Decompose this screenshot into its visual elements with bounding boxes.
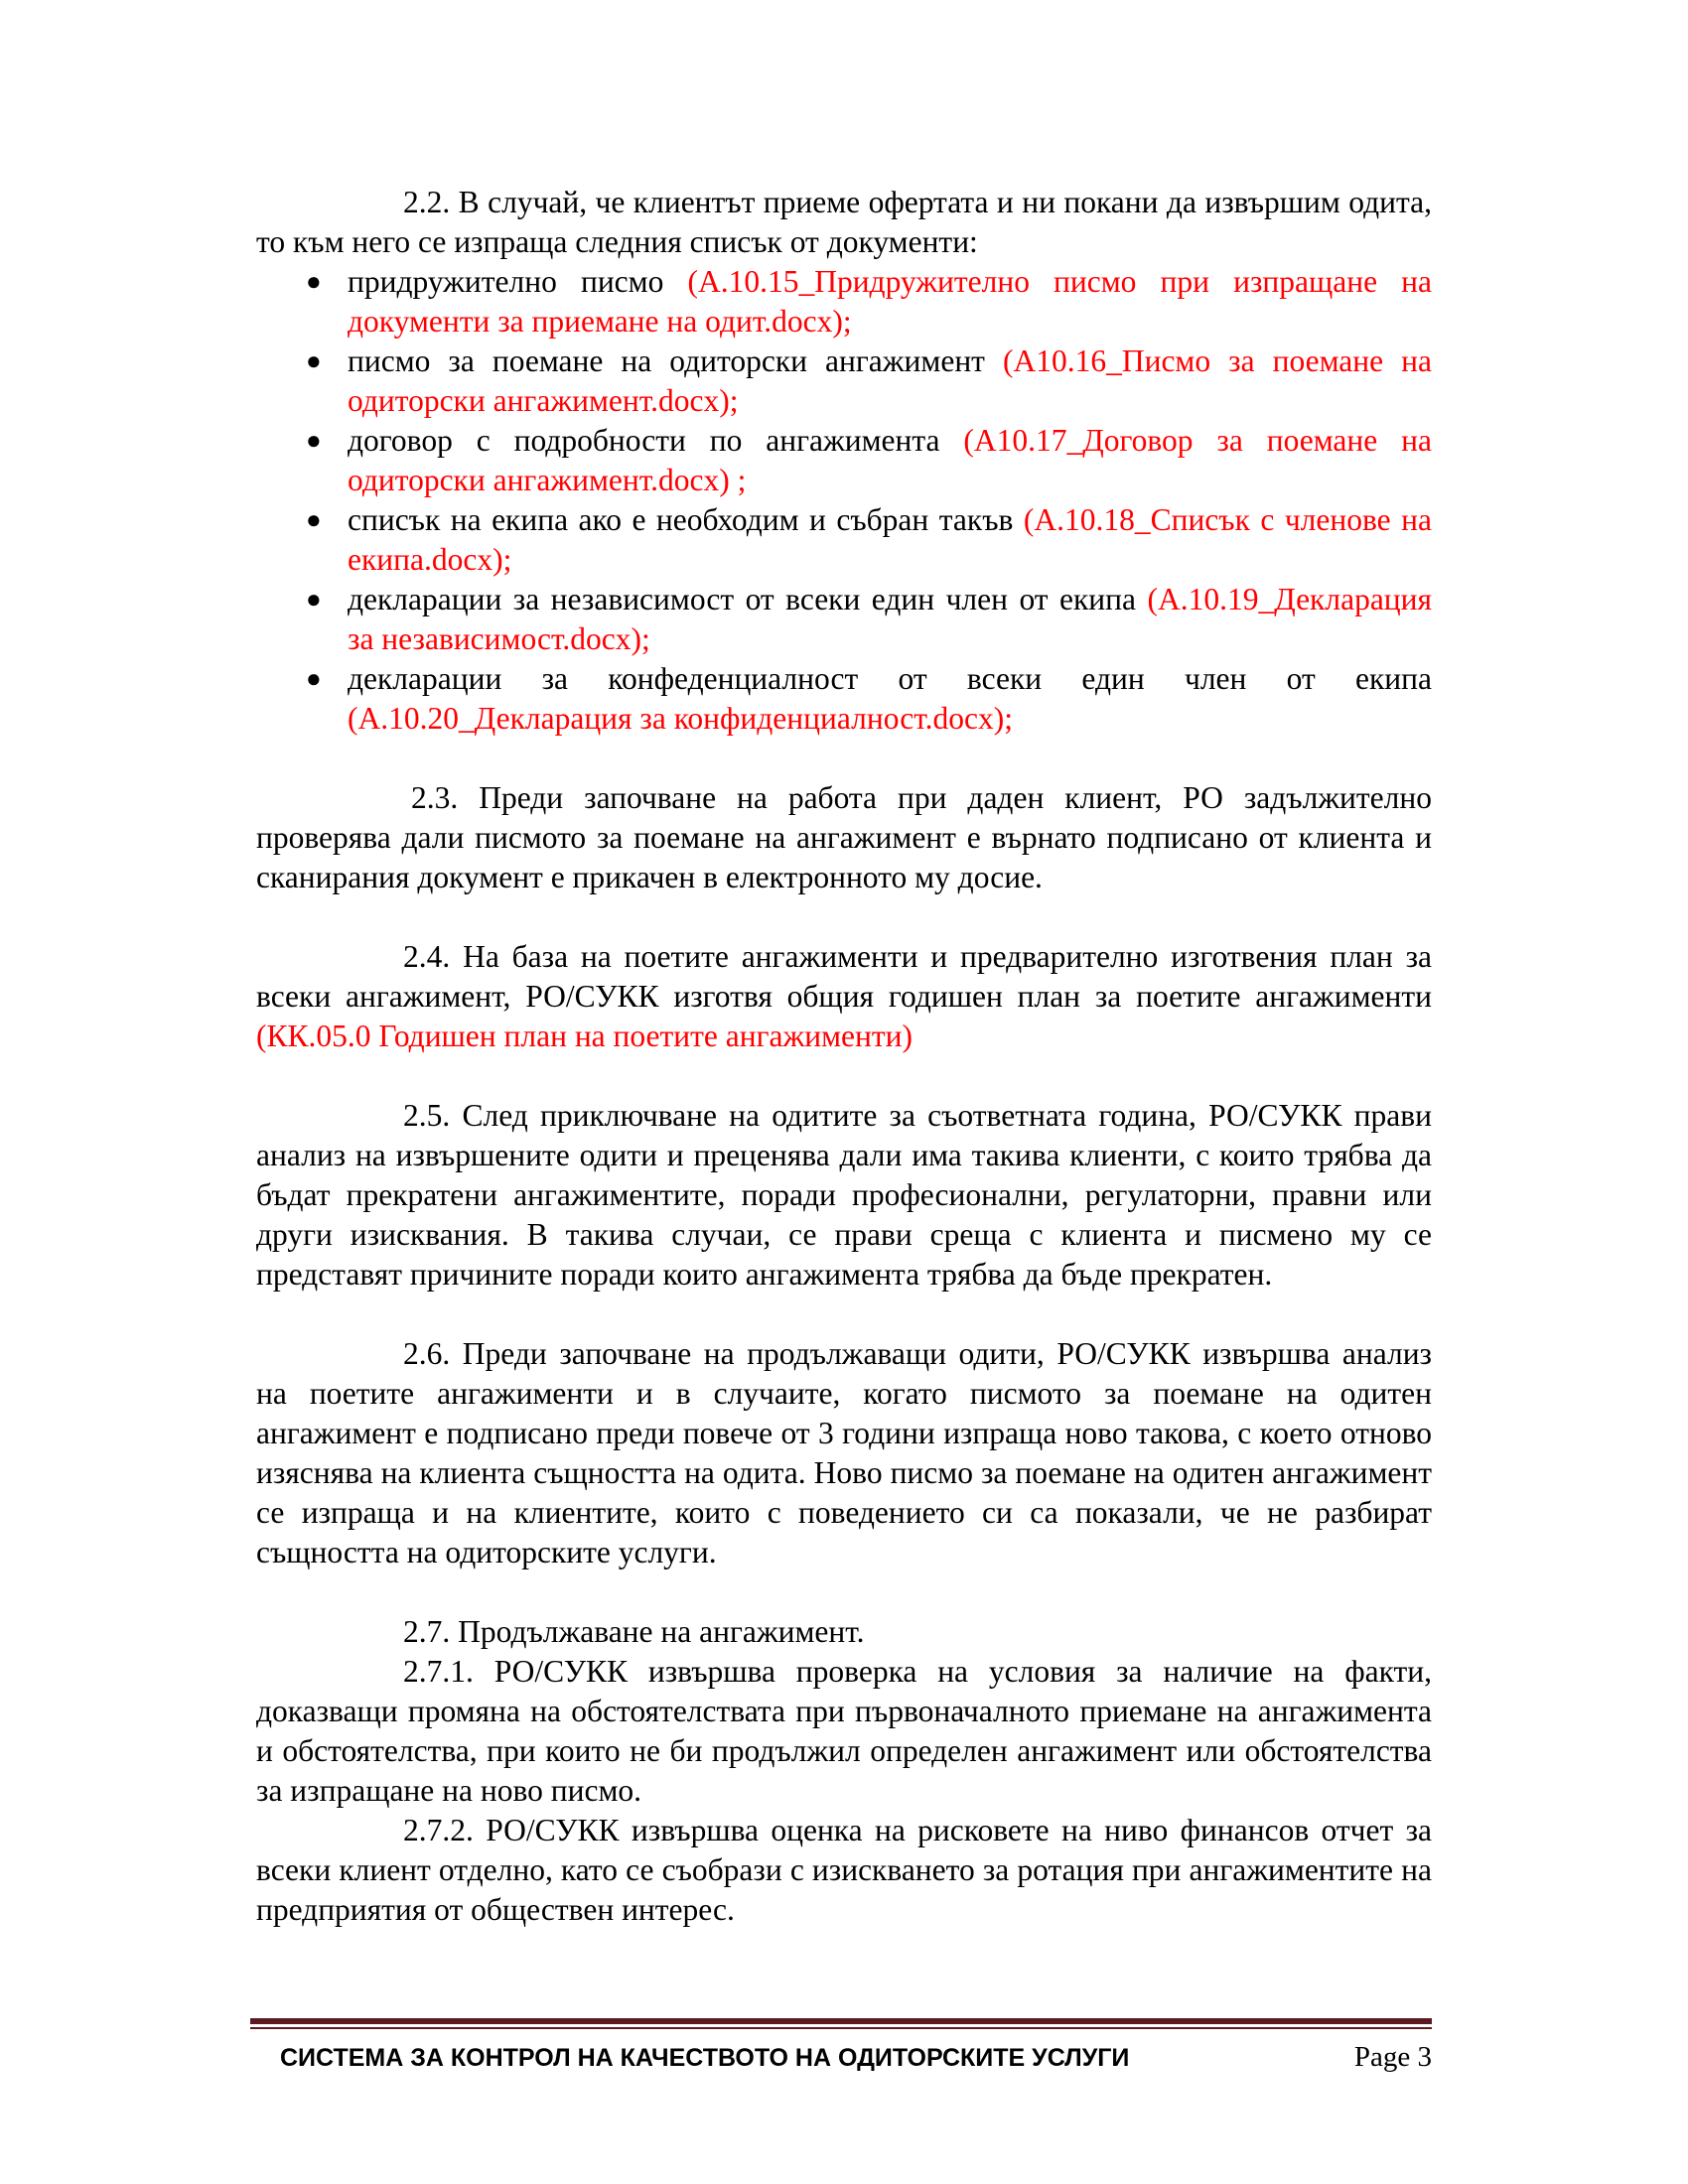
list-item-text: декларации за конфеденциалност от всеки един член от екипа (348, 661, 1432, 696)
list-item (256, 341, 1432, 421)
list-item-text: придружително писмо (348, 264, 688, 299)
bullet-icon: ● (306, 346, 322, 375)
list-item (256, 500, 1432, 580)
document-body (256, 183, 1432, 1930)
paragraph-2-2: 2.2. В случай, че клиентът приеме офертата и ни покани да извършим одита, то към него се изпраща следния списък от документи: (256, 185, 1432, 259)
document-reference: (А.10.19_Декларация за независимост.docx); (348, 582, 1432, 656)
paragraph-2-4-text: 2.4. На база на поетите ангажименти и предварително изготвения план за всеки ангажимент, РО/СУКК изготвя общия годишен план за поетите ангажименти (256, 939, 1432, 1014)
footer-title: СИСТЕМА ЗА КОНТРОЛ НА КАЧЕСТВОТО НА ОДИТОРСКИТЕ УСЛУГИ (280, 2044, 1130, 2072)
footer-divider (250, 2018, 1432, 2024)
document-reference: (А.10.15_Придружително писмо при изпращане на документи за приемане на одит.docx); (348, 264, 1432, 339)
paragraph-2-7: 2.7. Продължаване на ангажимент. (403, 1614, 865, 1649)
list-item (256, 659, 1432, 739)
bullet-icon: ● (306, 426, 322, 455)
list-item-text: декларации за независимост от всеки един член от екипа (348, 582, 1148, 616)
footer-divider-thin (250, 2027, 1432, 2029)
list-item-text: договор с подробности по ангажимента (348, 423, 964, 458)
bullet-icon: ● (306, 267, 322, 296)
document-list (256, 262, 1432, 739)
list-item-text: писмо за поемане на одиторски ангажимент (348, 343, 1003, 378)
list-item-text: списък на екипа ако е необходим и събран такъв (348, 502, 1024, 537)
paragraph-2-5: 2.5. След приключване на одитите за съответната година, РО/СУКК прави анализ на извършените одити и преценява дали има такива клиенти, с които трябва да бъдат прекратени ангажиментите, поради професионални, регулаторни, правни или други изисквания. В такива случаи, се прави среща с клиента и писмено му се представят причините поради които ангажимента трябва да бъде прекратен. (256, 1098, 1432, 1292)
page-number: Page 3 (1353, 2041, 1432, 2073)
document-reference: (А.10.18_Списък с членове на екипа.docx); (348, 502, 1432, 577)
paragraph-2-7-2: 2.7.2. РО/СУКК извършва оценка на рисковете на ниво финансов отчет за всеки клиент отделно, като се съобрази с изискването за ротация при ангажиментите на предприятия от обществен интерес. (256, 1813, 1432, 1927)
document-reference: (А10.16_Писмо за поемане на одиторски ангажимент.docx); (348, 343, 1432, 418)
paragraph-2-6: 2.6. Преди започване на продължаващи одити, РО/СУКК извършва анализ на поетите ангажименти и в случаите, когато писмото за поемане на одитен ангажимент е подписано преди повече от 3 години изпраща ново такова, с което отново изяснява на клиента същността на одита. Ново писмо за поемане на одитен ангажимент се изпраща и на клиентите, които с поведението си са показали, че не разбират същността на одиторските услуги. (256, 1336, 1432, 1570)
paragraph-2-3: 2.3. Преди започване на работа при даден клиент, РО задължително проверява дали писмото за поемане на ангажимент е върнато подписано от клиента и сканирания документ е прикачен в електронното му досие. (256, 780, 1432, 894)
list-item (256, 421, 1432, 500)
bullet-icon: ● (306, 505, 322, 534)
document-reference: (А.10.20_Декларация за конфиденциалност.docx); (348, 701, 1013, 736)
paragraph-2-7-1: 2.7.1. РО/СУКК извършва проверка на условия за наличие на факти, доказващи промяна на обстоятелствата при първоначалното приемане на ангажимента и обстоятелства, при които не би продължил определен ангажимент или обстоятелства за изпращане на ново писмо. (256, 1654, 1432, 1808)
list-item (256, 262, 1432, 341)
bullet-icon: ● (306, 664, 322, 693)
list-item (256, 580, 1432, 659)
document-reference: (А10.17_Договор за поемане на одиторски ангажимент.docx) ; (348, 423, 1432, 497)
bullet-icon: ● (306, 585, 322, 614)
document-reference: (КК.05.0 Годишен план на поетите ангажименти) (256, 1019, 913, 1053)
paragraph-2-4 (256, 937, 1432, 1056)
